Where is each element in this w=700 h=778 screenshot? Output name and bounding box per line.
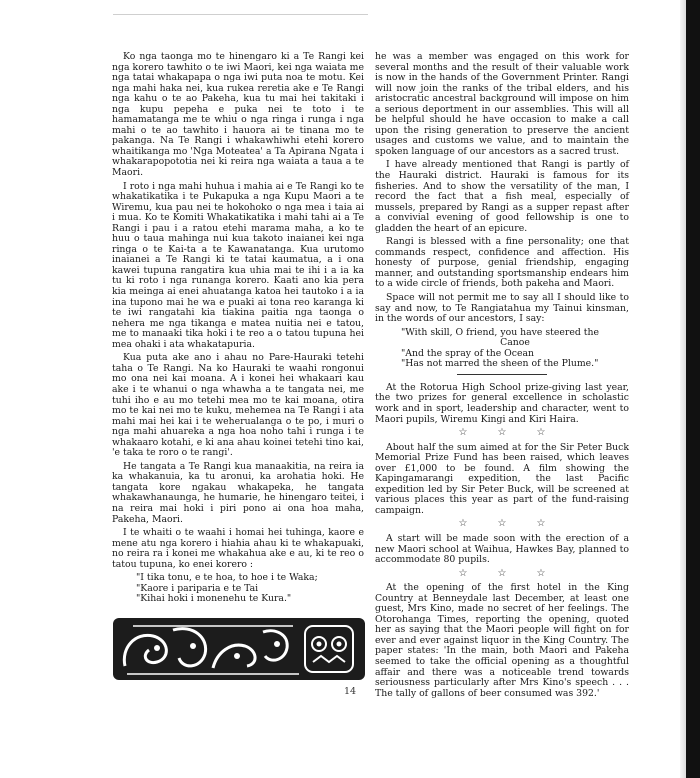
- left-paragraph-5: I te whaiti o te waahi i homai hei tuhinga, kaore e mene atu nga korero i hiahia ahau ki te whakapuaki, no reira ra i konei me whakahua ake e au, ki te reo o tatou tupuna, ko enei korero :: [112, 527, 364, 570]
- star-divider: [375, 569, 629, 580]
- star-icon: ☆: [536, 518, 546, 530]
- left-paragraph-3: Kua puta ake ano i ahau no Pare-Hauraki tetehi taha o Te Rangi. Na ko Hauraki te waahi rongonui mo ona nei kai moana. A i konei hei whakaari kau ake i te whanui o nga whawha a te tangata nei, me tuhi iho e au mo tetehi mea mo te kai moana, otira mo te kai nei mo te kuku, mehemea na Te Rangi i ata mahi mai hei kai i te weherualanga o te po, i muri o nga mahi ahuareka a nga hoa noho tahi i runga i te whakaaro kotahi, e ki ana ahau koinei tetehi tino kai, 'e taka te roro o te rangi'.: [112, 352, 364, 459]
- right-column: [375, 52, 629, 702]
- section-divider: [457, 374, 547, 375]
- left-quote-line: "Kaore i pariparia e te Tai: [136, 582, 259, 594]
- right-quote-line: "And the spray of the Ocean: [401, 347, 535, 359]
- left-quote: [136, 573, 364, 605]
- star-icon: ☆: [497, 567, 507, 579]
- right-quote: [401, 328, 629, 370]
- star-icon: ☆: [458, 567, 468, 579]
- left-column: [112, 52, 364, 605]
- left-paragraph-4: He tangata a Te Rangi kua manaakitia, na reira ia ka whakanuia, ka tu aronui, ka arohatia hoki. He tangata kore ngakau whakapeka, he tangata whakawhanaunga, he humarie, he hinengaro teitei, i na reira mai hoki i piri pono ai ona hoa maha, Pakeha, Maori.: [112, 460, 364, 525]
- scan-border: [686, 0, 700, 778]
- page-number: 14: [343, 686, 357, 697]
- left-quote-line: "Kihai hoki i monenehu te Kura.": [136, 593, 292, 605]
- news-item-benneydale-hotel: At the opening of the first hotel in the King Country at Benneydale last December, at least one guest, Mrs Kino, made no secret of her feelings. The Otorohanga Times, reporting the opening, quoted her as saying that the Maori people will fight on for ever and ever against liquor in the King Country. The paper states: 'In the main, both Maori and Pakeha seemed to take the official opening as a thoughtful affair and there was a noticeable trend towards seriousness particularly after Mrs Kino's speech . . . The tally of gallons of beer consumed was 392.': [375, 582, 629, 699]
- star-icon: ☆: [536, 427, 546, 439]
- right-paragraph-3: Rangi is blessed with a fine personality; one that commands respect, confidence and affection. His honesty of purpose, genial friendship, engaging manner, and outstanding sportsmanship endears him to a wide circle of friends, both pakeha and Maori.: [375, 236, 629, 290]
- news-item-buck-fund: About half the sum aimed at for the Sir Peter Buck Memorial Prize Fund has been raised, which leaves over £1,000 to be found. A film showing the Kapingamarangi expedition, the last Pacific expedition led by Sir Peter Buck, will be screened at various places this year as part of the fund-raising campaign.: [375, 441, 629, 516]
- left-quote-line: "I tika tonu, e te hoa, to hoe i te Waka;: [136, 572, 318, 584]
- left-paragraph-1: Ko nga taonga mo te hinengaro ki a Te Rangi kei nga korero tawhito o te iwi Maori, kei nga waiata me nga tatai whakapapa o nga iwi puta noa te motu. Kei nga mahi haka nei, kua rukea reretia ake e Te Rangi nga kahu o te ao Pakeha, kua tu mai hei takitaki i nga kupu pepeha e puka nei te toto i te hamamatanga me te whiu o nga ringa i runga i nga mahi o te ao tawhito i hauora ai te tinana mo te pakanga. Na Te Rangi i whakawhiwhi etehi korero whaitikanga mo 'Nga Moteatea' a Ta Apirana Ngata i whakarapopototia nei ki reira nga waiata a taua a te Maori.: [112, 51, 364, 179]
- right-paragraph-2: I have already mentioned that Rangi is partly of the Hauraki district. Hauraki is famous for its fisheries. And to show the versatility of the man, I record the fact that a fish meal, especially of mussels, prepared by Rangi as a supper repast after a convivial evening of good fellowship is one to gladden the heart of an epicure.: [375, 159, 629, 234]
- top-rule: [113, 14, 368, 15]
- right-paragraph-1: he was a member was engaged on this work for several months and the result of their valuable work is now in the hands of the Government Printer. Rangi will now join the ranks of the tribal elders, and his aristocratic ancestral background will impose on him a serious deportment in our assemblies. This will all be helpful should he have occasion to make a call upon the rising generation to preserve the ancient usages and customs we value, and to maintain the spoken language of our ancestors as a sacred trust.: [375, 51, 629, 157]
- star-icon: ☆: [497, 427, 507, 439]
- star-divider: [375, 519, 629, 530]
- right-paragraph-4: Space will not permit me to say all I should like to say and now, to Te Rangiatahua my Tainui kinsman, in the words of our ancestors, I say:: [375, 292, 629, 325]
- maori-carving-icon: [113, 618, 365, 680]
- right-quote-line: "With skill, O friend, you have steered the: [401, 326, 599, 338]
- star-icon: ☆: [458, 427, 468, 439]
- right-quote-line: "Has not marred the sheen of the Plume.": [401, 358, 599, 370]
- star-divider: [375, 428, 629, 439]
- right-quote-line: Canoe: [500, 337, 530, 349]
- news-item-waihua-school: A start will be made soon with the erection of a new Maori school at Waihua, Hawkes Bay, planned to accommodate 80 pupils.: [375, 532, 629, 566]
- left-paragraph-2: I roto i nga mahi huhua i mahia ai e Te Rangi ko te whakatikatika i te Pukapuka a nga Kupu Maori a te Wiremu, kua pau nei te hokohoko o nga mea i taia ai i mua. Ko te Komiti Whakatikatika i mahi tahi ai a Te Rangi i pau i a ratou etehi marama maha, a ko te huu o taua mahinga nui kua takoto inaianei kei nga ringa o te Kai-ta a te Kawanatanga. Kua urutomo inaianei a Te Rangi ki te tatai kaumatua, a i ona kawei tupuna rangatira kua uhia mai te ihi i a ia ka tu ki roto i nga runanga korero. Kaati ano kia pera kia meinga ai enei ahuatanga katoa hei tautoko i a ia ina tupono mai he wa e puaki ai tona reo karanga ki te iwi rangatahi kia tiakina paitia nga taonga o nehera me nga tikanga e matea nuitia nei e tatou, me to manaaki tika hoki i te reo a o tatou tupuna hei mea ohaki i ata whakatapuria.: [112, 180, 364, 350]
- news-item-rotorua: At the Rotorua High School prize-giving last year, the two prizes for general excellence in scholastic work and in sport, leadership and character, went to Maori pupils, Wiremu Kingi and Kiri Haira.: [375, 381, 629, 425]
- star-icon: ☆: [536, 567, 546, 579]
- star-icon: ☆: [458, 518, 468, 530]
- star-icon: ☆: [497, 518, 507, 530]
